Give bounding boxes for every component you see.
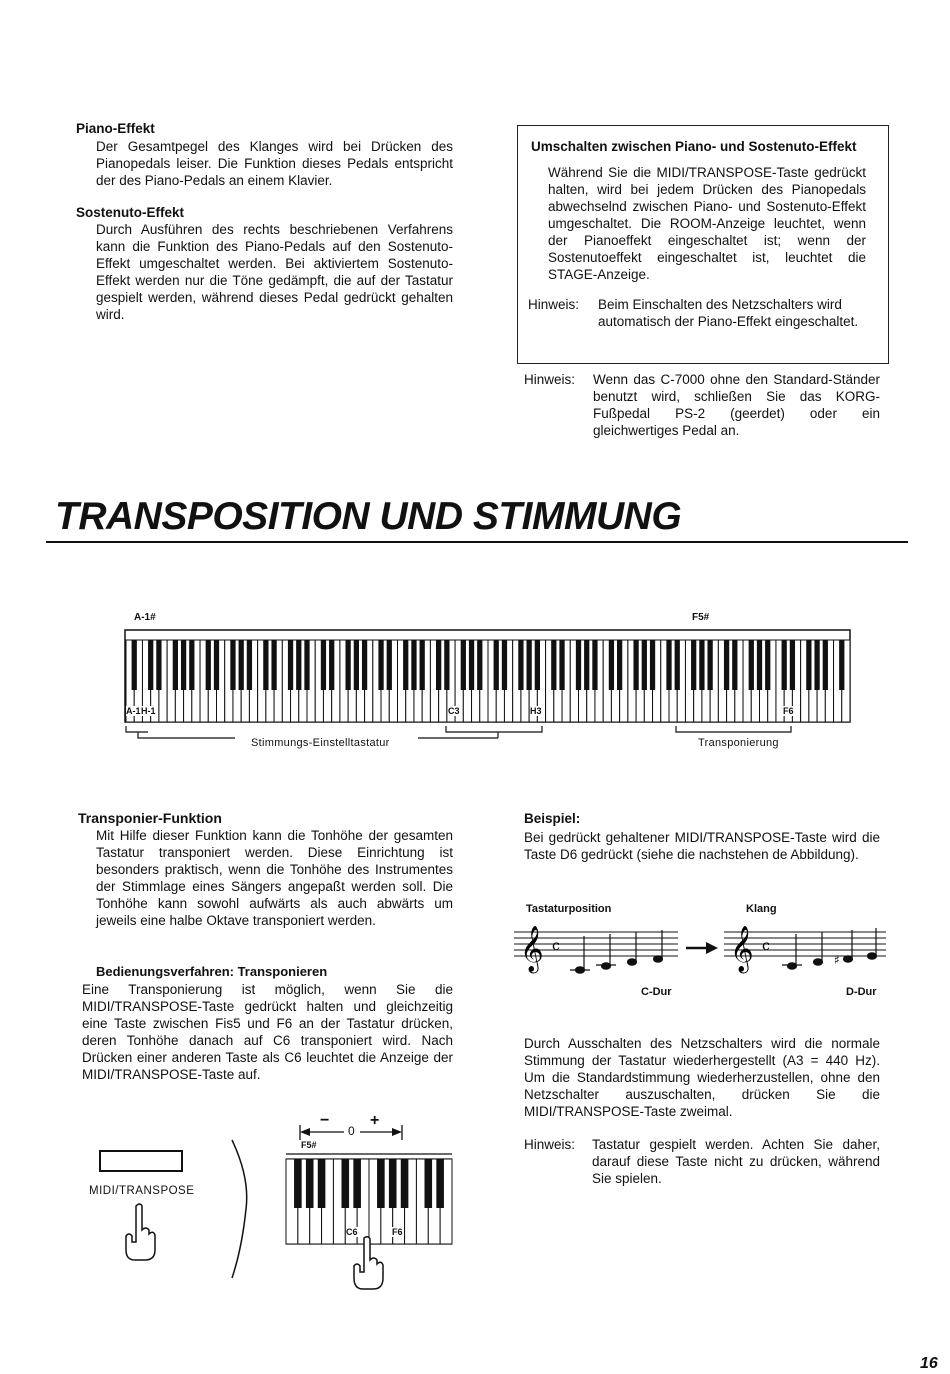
black-key <box>206 640 211 690</box>
transpose-direction-indicator <box>298 1112 408 1142</box>
black-key <box>790 640 795 690</box>
black-key <box>329 640 334 690</box>
black-key <box>230 640 235 690</box>
sostenuto-effect-heading: Sostenuto-Effekt <box>76 205 184 220</box>
procedure-heading: Bedienungsverfahren: Transponieren <box>96 964 328 979</box>
svg-text:♯: ♯ <box>834 953 840 967</box>
black-key <box>576 640 581 690</box>
black-key <box>387 640 392 690</box>
black-key <box>436 640 441 690</box>
black-key <box>765 640 770 690</box>
black-key <box>699 640 704 690</box>
black-key <box>346 640 351 690</box>
black-key <box>263 640 268 690</box>
black-key <box>424 1159 432 1208</box>
keyboard-figure <box>120 608 860 758</box>
piano-effect-heading: Piano-Effekt <box>76 121 155 136</box>
black-key <box>732 640 737 690</box>
minus-sign: − <box>320 1112 330 1129</box>
small-fs-label: F5# <box>301 1140 317 1150</box>
black-key <box>527 640 532 690</box>
black-key <box>650 640 655 690</box>
black-key <box>609 640 614 690</box>
black-key <box>782 640 787 690</box>
section-title: TRANSPOSITION UND STIMMUNG <box>55 495 682 538</box>
svg-text:𝄞: 𝄞 <box>520 926 544 972</box>
black-key <box>341 1159 349 1208</box>
key-label-h-1: H-1 <box>141 706 156 716</box>
black-key <box>354 640 359 690</box>
transpose-range-label: Transponierung <box>698 737 779 749</box>
transpose-function-text: Mit Hilfe dieser Funktion kann die Tonhöhe der gesamten Tastatur transponiert werden. Diese Einrichtung ist besonders praktisch, wenn die Tonhöhe des Instrumentes der Stimmlage eines Sängers angepaßt werden soll. Die Tonhöhe kann sowohl aufwärts als auch abwärts um jeweils eine halbe Oktave transponiert werden. <box>96 828 453 928</box>
key-label-a-1: A-1 <box>126 706 141 716</box>
black-key <box>749 640 754 690</box>
black-key <box>294 1159 302 1208</box>
black-key <box>156 640 161 690</box>
black-key <box>675 640 680 690</box>
black-key <box>642 640 647 690</box>
label-a-sharp-top: A-1# <box>134 612 156 623</box>
svg-text:𝄞: 𝄞 <box>730 926 754 972</box>
black-key <box>633 640 638 690</box>
black-key <box>304 640 309 690</box>
piano-effect-text: Der Gesamtpegel des Klanges wird bei Drücken des Pianopedals leiser. Die Funktion dieses Pedals entspricht der des Piano-Pedals an einem Klavier. <box>96 139 453 188</box>
black-key <box>823 640 828 690</box>
black-key <box>757 640 762 690</box>
black-key <box>214 640 219 690</box>
black-key <box>389 1159 397 1208</box>
black-key <box>494 640 499 690</box>
pedal-hint-text: Wenn das C-7000 ohne den Standard-Ständer benutzt wird, schließen Sie das KORG-Fußpedal PS-2 (geerdet) oder ein gleichwertiges Pedal an. <box>593 372 880 438</box>
black-key <box>592 640 597 690</box>
keyboard-drawing <box>120 628 860 724</box>
black-key <box>353 1159 361 1208</box>
black-key <box>444 640 449 690</box>
black-key <box>666 640 671 690</box>
black-key <box>551 640 556 690</box>
black-key <box>401 1159 409 1208</box>
black-key <box>132 640 137 690</box>
reset-text: Durch Ausschalten des Netzschalters wird die normale Stimmung der Tastatur wiederhergestellt (A3 = 440 Hz). Um die Standardstimmung wiederherzustellen, ohne den Netzschalter auszuschalten, drücken Sie die MIDI/TRANSPOSE-Taste zweimal. <box>524 1036 880 1119</box>
c-dur-label: C-Dur <box>641 986 672 998</box>
zero-sign: 0 <box>348 1124 355 1138</box>
bottom-hint-label: Hinweis: <box>524 1137 576 1152</box>
midi-transpose-button <box>99 1150 183 1172</box>
sostenuto-effect-text: Durch Ausführen des rechts beschriebenen Verfahrens kann die Funktion des Piano-Pedals auf den Sostenuto-Effekt umgeschaltet werden. Bei aktiviertem Sostenuto-Effekt werden nur die Töne gedämpft, die auf der Tastatur gespielt werden, während dieses Pedal gedrückt gehalten wird. <box>96 222 453 322</box>
black-key <box>148 640 153 690</box>
black-key <box>436 1159 444 1208</box>
black-key <box>691 640 696 690</box>
black-key <box>724 640 729 690</box>
small-f6-label: F6 <box>392 1227 403 1237</box>
switch-box-hint-text: Beim Einschalten des Netzschalters wird automatisch der Piano-Effekt eingeschaltet. <box>598 297 859 329</box>
black-key <box>247 640 252 690</box>
tuning-keyboard-label: Stimmungs-Einstelltastatur <box>251 737 390 749</box>
black-key <box>806 640 811 690</box>
switch-box-text: Während Sie die MIDI/TRANSPOSE-Taste gedrückt halten, wird bei jedem Drücken des Pianopedals abwechselnd zwischen Piano- und Sostenuto-Effekt umgeschaltet. Die ROOM-Anzeige leuchtet, wenn der Pianoeffekt eingeschaltet ist; wenn der Sostenutoeffekt eingeschaltet ist, leuchtet die STAGE-Anzeige. <box>548 165 866 282</box>
black-key <box>362 640 367 690</box>
black-key <box>189 640 194 690</box>
black-key <box>306 1159 314 1208</box>
small-keyboard-drawing <box>284 1150 454 1250</box>
black-key <box>584 640 589 690</box>
black-key <box>377 1159 385 1208</box>
black-key <box>271 640 276 690</box>
black-key <box>535 640 540 690</box>
label-f5-sharp-top: F5# <box>692 612 710 623</box>
example-text: Bei gedrückt gehaltener MIDI/TRANSPOSE-Taste wird die Taste D6 gedrückt (siehe die nachstehen de Abbildung). <box>524 830 880 862</box>
section-title-rule <box>46 541 908 543</box>
switch-box-hint-label: Hinweis: <box>528 297 580 312</box>
key-label-h3: H3 <box>530 706 542 716</box>
black-key <box>239 640 244 690</box>
black-key <box>518 640 523 690</box>
keyboard-position-label: Tastaturposition <box>526 903 612 915</box>
black-key <box>181 640 186 690</box>
bottom-hint-text: Tastatur gespielt werden. Achten Sie daher, darauf diese Taste nicht zu drücken, während Sie spielen. <box>592 1137 880 1186</box>
svg-text:c: c <box>762 938 770 954</box>
black-key <box>411 640 416 690</box>
black-key <box>378 640 383 690</box>
black-key <box>173 640 178 690</box>
black-key <box>420 640 425 690</box>
black-key <box>296 640 301 690</box>
svg-text:c: c <box>552 938 560 954</box>
d-dur-label: D-Dur <box>846 986 877 998</box>
page-number: 16 <box>920 1355 938 1372</box>
pedal-hint-label: Hinweis: <box>524 372 576 387</box>
black-key <box>839 640 844 690</box>
transpose-function-heading: Transponier-Funktion <box>78 810 222 826</box>
procedure-text: Eine Transponierung ist möglich, wenn Sie die MIDI/TRANSPOSE-Taste gedrückt halten und gleichzeitig eine Taste zwischen Fis5 und F6 an der Tastatur drücken, deren Tonhöhe danach auf C6 transponiert wird. Nach Drücken einer anderen Taste als C6 leuchtet die Anzeige der MIDI/TRANSPOSE-Taste auf. <box>82 982 453 1082</box>
black-key <box>502 640 507 690</box>
black-key <box>461 640 466 690</box>
pointing-hand-icon <box>120 1202 160 1264</box>
black-key <box>477 640 482 690</box>
black-key <box>469 640 474 690</box>
black-key <box>318 1159 326 1208</box>
sound-label: Klang <box>746 903 777 915</box>
black-key <box>708 640 713 690</box>
black-key <box>617 640 622 690</box>
plus-sign: + <box>370 1112 380 1129</box>
black-key <box>288 640 293 690</box>
music-notation-example <box>510 918 890 988</box>
midi-transpose-button-label: MIDI/TRANSPOSE <box>89 1185 195 1197</box>
switch-box-heading: Umschalten zwischen Piano- und Sostenuto-Effekt <box>531 139 857 154</box>
small-c6-label: C6 <box>346 1227 358 1237</box>
black-key <box>559 640 564 690</box>
pressing-hand-icon <box>348 1236 388 1292</box>
key-label-f6: F6 <box>783 706 794 716</box>
black-key <box>321 640 326 690</box>
black-key <box>403 640 408 690</box>
black-key <box>814 640 819 690</box>
key-label-c3: C3 <box>448 706 460 716</box>
brace-divider <box>228 1138 254 1280</box>
switch-effect-box <box>517 125 889 364</box>
example-heading: Beispiel: <box>524 811 581 826</box>
